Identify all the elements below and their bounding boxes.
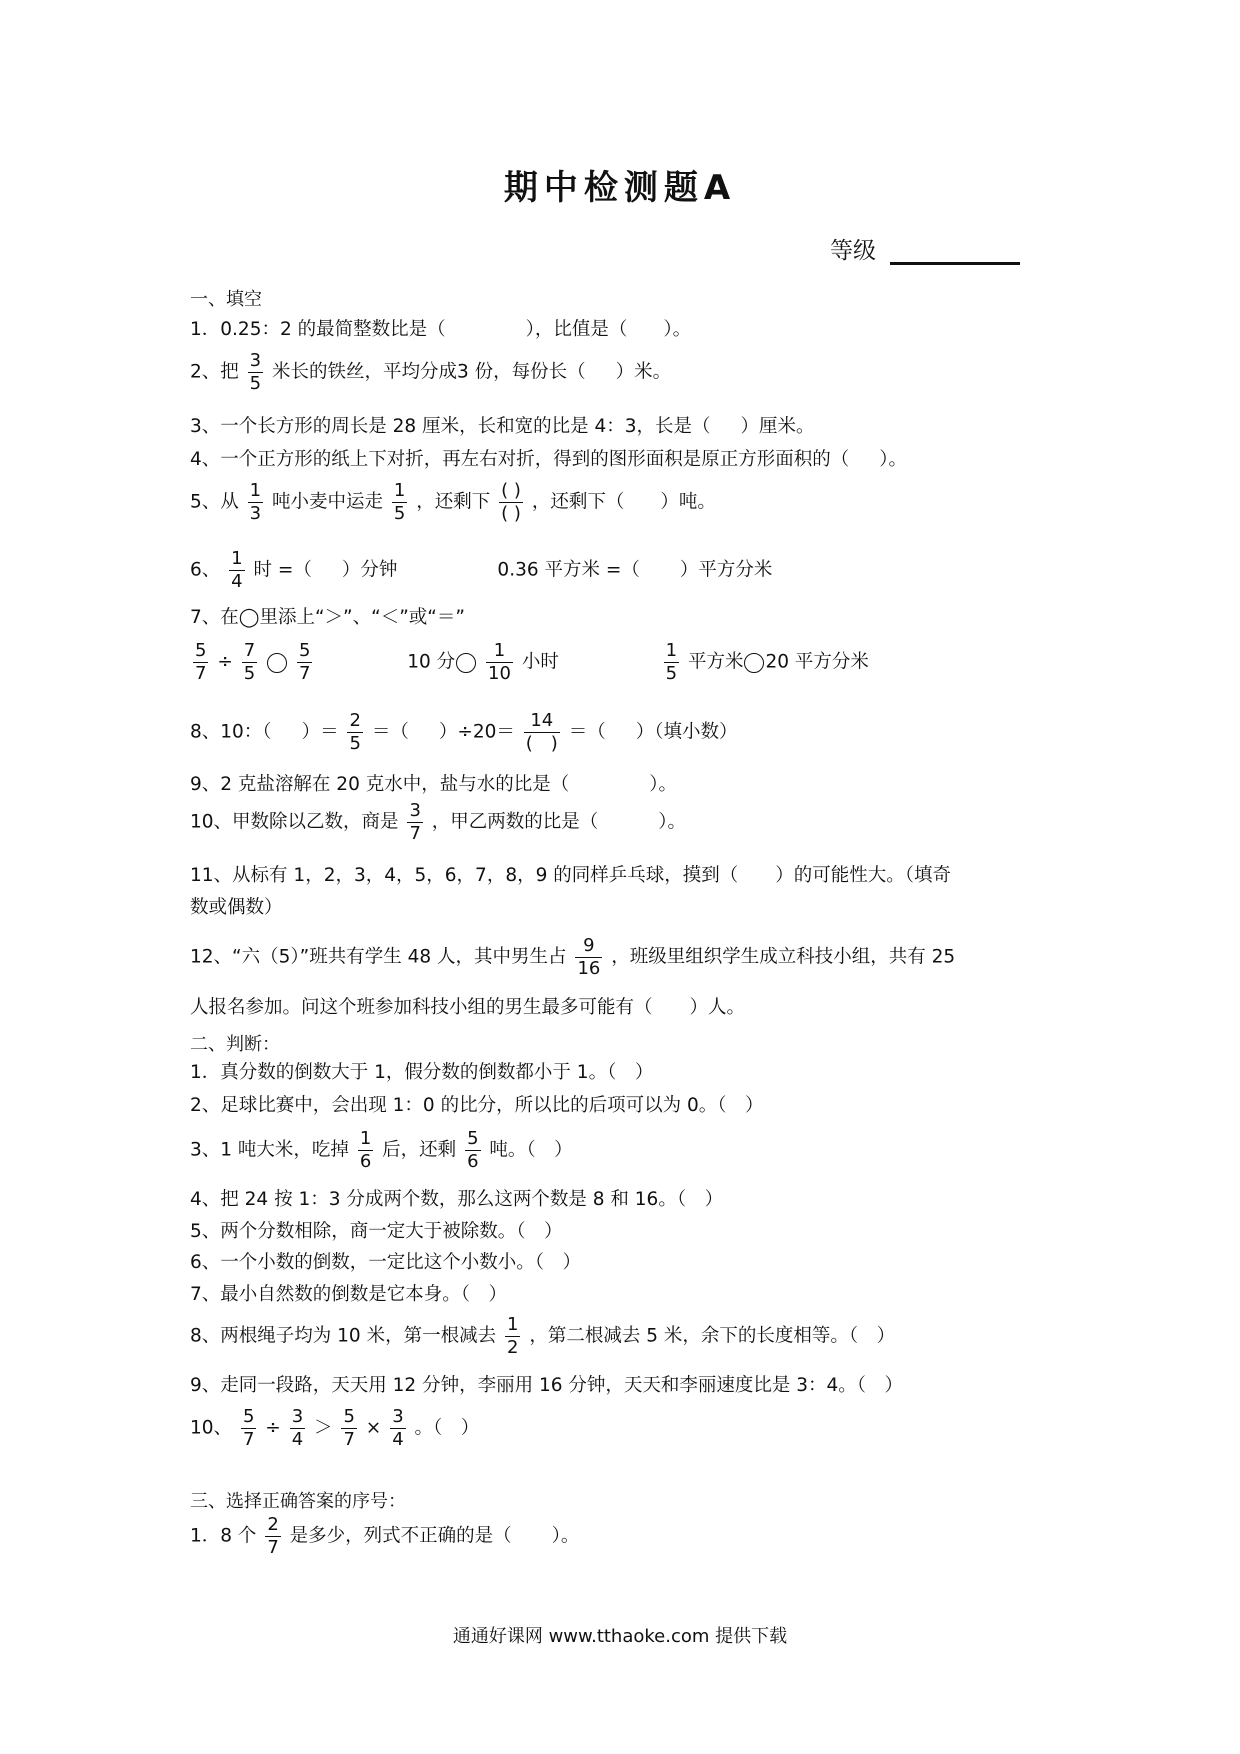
fraction: $\frac{3}{4}$	[392, 1406, 404, 1450]
s2-question-4: 4、把 24 按 1：3 分成两个数，那么这两个数是 8 和 16。（ ）	[190, 1189, 724, 1210]
section1-heading: 一、填空	[190, 289, 262, 310]
fraction: $\frac{5}{6}$	[467, 1128, 479, 1172]
compare-circle	[267, 653, 287, 673]
s1-question-6: 6、 $\frac{1}{4}$ 时 =（ ）分钟 0.36 平方米 =（ ）平方分米	[190, 548, 773, 592]
s1-question-5: 5、从 $\frac{1}{3}$ 吨小麦中运走 $\frac{1}{5}$ ，还剩下 $\frac{( )}{( )}$ ，还剩下（ ）吨。	[190, 480, 716, 524]
fraction: $\frac{1}{3}$	[249, 480, 262, 524]
fraction: $\frac{1}{10}$	[488, 640, 511, 684]
compare-circle	[744, 653, 764, 673]
fraction: $\frac{3}{5}$	[249, 350, 262, 394]
s1-question-12-line2: 人报名参加。问这个班参加科技小组的男生最多可能有（ ）人。	[190, 997, 746, 1018]
fraction: $\frac{5}{7}$	[343, 1406, 355, 1450]
grade-label: 等级	[830, 238, 876, 264]
s1-question-1: 1．0.25：2 的最简整数比是（ ），比值是（ ）。	[190, 319, 692, 340]
page-title: 期中检测题A	[503, 168, 737, 208]
fraction: $\frac{3}{7}$	[409, 800, 421, 844]
s1-question-3: 3、一个长方形的周长是 28 厘米，长和宽的比是 4：3，长是（ ）厘米。	[190, 416, 815, 437]
s2-question-2: 2、足球比赛中，会出现 1：0 的比分，所以比的后项可以为 0。（ ）	[190, 1095, 764, 1116]
fraction: $\frac{1}{5}$	[393, 480, 406, 524]
fraction: $\frac{5}{7}$	[195, 640, 207, 684]
page-footer: 通通好课网 www.tthaoke.com 提供下载	[452, 1626, 788, 1647]
s2-question-8: 8、两根绳子均为 10 米，第一根减去 $\frac{1}{2}$ ，第二根减去 5 米，余下的长度相等。（ ）	[190, 1314, 896, 1358]
s1-question-9: 9、2 克盐溶解在 20 克水中，盐与水的比是（ ）。	[190, 774, 677, 795]
s1-question-2: 2、把 $\frac{3}{5}$ 米长的铁丝，平均分成3 份，每份长（ ）米。	[190, 350, 672, 394]
s2-question-3: 3、1 吨大米，吃掉 $\frac{1}{6}$ 后，还剩 $\frac{5}{6}$ 吨。（ ）	[190, 1128, 573, 1172]
fraction-blank: $\frac{( )}{( )}$	[501, 480, 521, 524]
s1-question-11-line2: 数或偶数）	[190, 897, 283, 918]
s1-question-4: 4、一个正方形的纸上下对折，再左右对折，得到的图形面积是原正方形面积的（ ）。	[190, 449, 908, 470]
s1-question-7-items: $\frac{5}{7}$ ÷ $\frac{7}{5}$ $\frac{5}{7}$ 10 分 $\frac{1}{10}$ 小时 $\frac{1}{5}$ 平方米 20 平方分米	[195, 640, 869, 684]
fraction: $\frac{5}{7}$	[298, 640, 311, 684]
fraction: $\frac{7}{5}$	[243, 640, 256, 684]
s2-question-6: 6、一个小数的倒数，一定比这个小数小。（ ）	[190, 1252, 582, 1273]
fraction: $\frac{2}{5}$	[349, 710, 361, 754]
section2-heading: 二、判断：	[190, 1034, 280, 1055]
s2-question-9: 9、走同一段路，天天用 12 分钟，李丽用 16 分钟，天天和李丽速度比是 3：4。（ ）	[190, 1375, 904, 1396]
fraction: $\frac{1}{6}$	[359, 1128, 372, 1172]
s2-question-10: 10、 $\frac{5}{7}$ ÷ $\frac{3}{4}$ ＞ $\frac{5}{7}$ × $\frac{3}{4}$ 。（ ）	[190, 1406, 480, 1450]
s2-question-7: 7、最小自然数的倒数是它本身。（ ）	[190, 1284, 508, 1305]
fraction: $\frac{2}{7}$	[267, 1514, 279, 1558]
s1-question-8: 8、10：（ ）＝ $\frac{2}{5}$ ＝（ ）÷20＝ $\frac{14}{( )}$ ＝（ ）（填小数）	[190, 710, 738, 754]
fraction: $\frac{9}{16}$	[577, 935, 601, 979]
s1-question-11-line1: 11、从标有 1，2，3，4，5，6，7，8，9 的同样乒乓球，摸到（ ）的可能性大。（填奇	[190, 865, 951, 886]
s2-question-1: 1．真分数的倒数大于 1，假分数的倒数都小于 1。（ ）	[190, 1062, 654, 1083]
fraction-blank: $\frac{14}{( )}$	[525, 710, 558, 754]
fraction: $\frac{1}{2}$	[506, 1314, 519, 1358]
fraction: $\frac{1}{5}$	[665, 640, 678, 684]
grade-blank-line	[890, 262, 1020, 265]
s1-question-7-head: 7、在◯里添上“＞”、“＜”或“＝”	[190, 607, 465, 628]
s1-question-12: 12、“六（5）”班共有学生 48 人，其中男生占 $\frac{9}{16}$ ，班级里组织学生成立科技小组，共有 25	[190, 935, 956, 979]
fraction: $\frac{5}{7}$	[242, 1406, 255, 1450]
fraction: $\frac{1}{4}$	[231, 548, 243, 592]
s2-question-5: 5、两个分数相除，商一定大于被除数。（ ）	[190, 1221, 563, 1242]
section3-heading: 三、选择正确答案的序号：	[190, 1491, 406, 1512]
compare-circle	[456, 653, 476, 673]
s3-question-1: 1．8 个 $\frac{2}{7}$ 是多少，列式不正确的是（ ）。	[190, 1514, 580, 1558]
fraction: $\frac{3}{4}$	[291, 1406, 304, 1450]
s1-question-10: 10、甲数除以乙数，商是 $\frac{3}{7}$ ，甲乙两数的比是（ ）。	[190, 800, 687, 844]
